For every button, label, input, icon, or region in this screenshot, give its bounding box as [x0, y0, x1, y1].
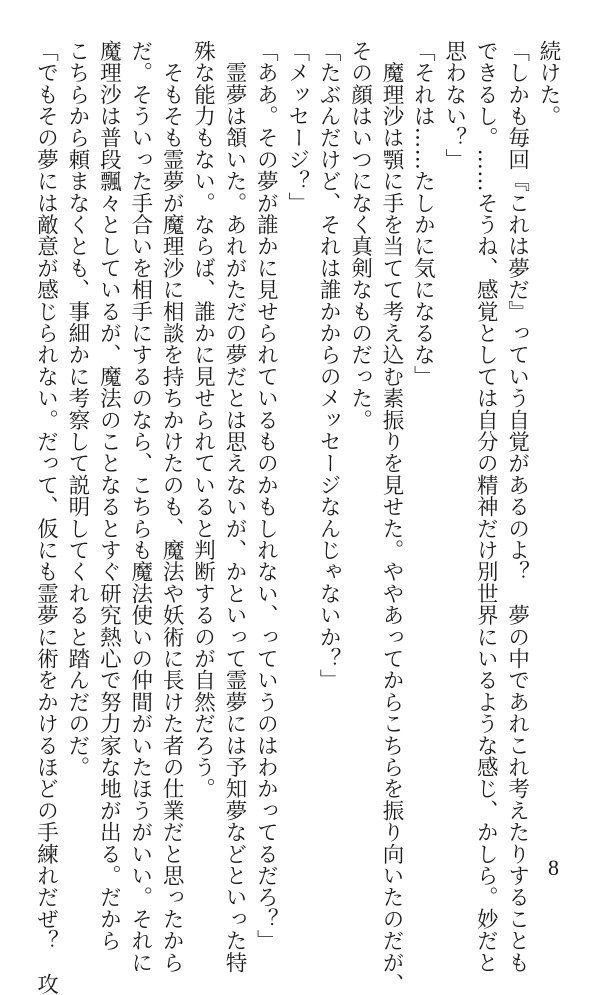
text-line: だ。そういった手合いを相手にするのなら、こちらも魔法使いの仲間がいたほうがいい。それに: [127, 40, 153, 974]
text-line: その顔はいつになく真剣なものだった。: [347, 40, 373, 431]
text-line: そもそも霊夢が魔理沙に相談を持ちかけたのも、魔法や妖術に長けた者の仕業だと思ったから: [159, 40, 185, 974]
text-line: 「でもその夢には敵意が感じられない。だって、仮にも霊夢に術をかけるほどの手練れだぜ？ 攻: [33, 40, 59, 995]
text-line: 「しかも毎回『これは夢だ』っていう自覚があるのよ？ 夢の中であれこれ考えたりすることも: [504, 40, 530, 974]
text-line: 思わない？」: [441, 40, 467, 171]
text-line: 「それは……たしかに気になるな」: [410, 40, 436, 388]
text-line: 「たぶんだけど、それは誰かからのメッセージなんじゃないか？」: [316, 40, 342, 691]
text-line: 殊な能力もない。ならば、誰かに見せられていると判断するのが自然だろう。: [190, 40, 216, 800]
text-line: 霊夢は頷いた。あれがただの夢だとは思えないが、かといって霊夢には予知夢などといった特: [221, 40, 247, 974]
text-line: 「ああ。その夢が誰かに見せられているものかもしれない、っていうのはわかってるだろ？」: [253, 40, 279, 952]
text-line: 魔理沙は普段飄々としているが、魔法のことなるとすぐ研究熱心で努力家な地が出る。だから: [96, 40, 122, 952]
text-line: 「メッセージ？」: [284, 40, 310, 214]
text-line: できるし。……そうね、感覚としては自分の精神だけ別世界にいるような感じ、かしら。妙だと: [473, 40, 499, 974]
page-number: 8: [548, 855, 559, 880]
text-line: こちらから頼まなくとも、事細かに考察して説明してくれると踏んだのだ。: [64, 40, 90, 778]
vertical-text-body: [30, 40, 564, 995]
text-line: 続けた。: [536, 40, 561, 127]
text-line: 魔理沙は顎に手を当てて考え込む素振りを見せた。ややあってからこちらを振り向いたのだが、: [378, 40, 404, 995]
